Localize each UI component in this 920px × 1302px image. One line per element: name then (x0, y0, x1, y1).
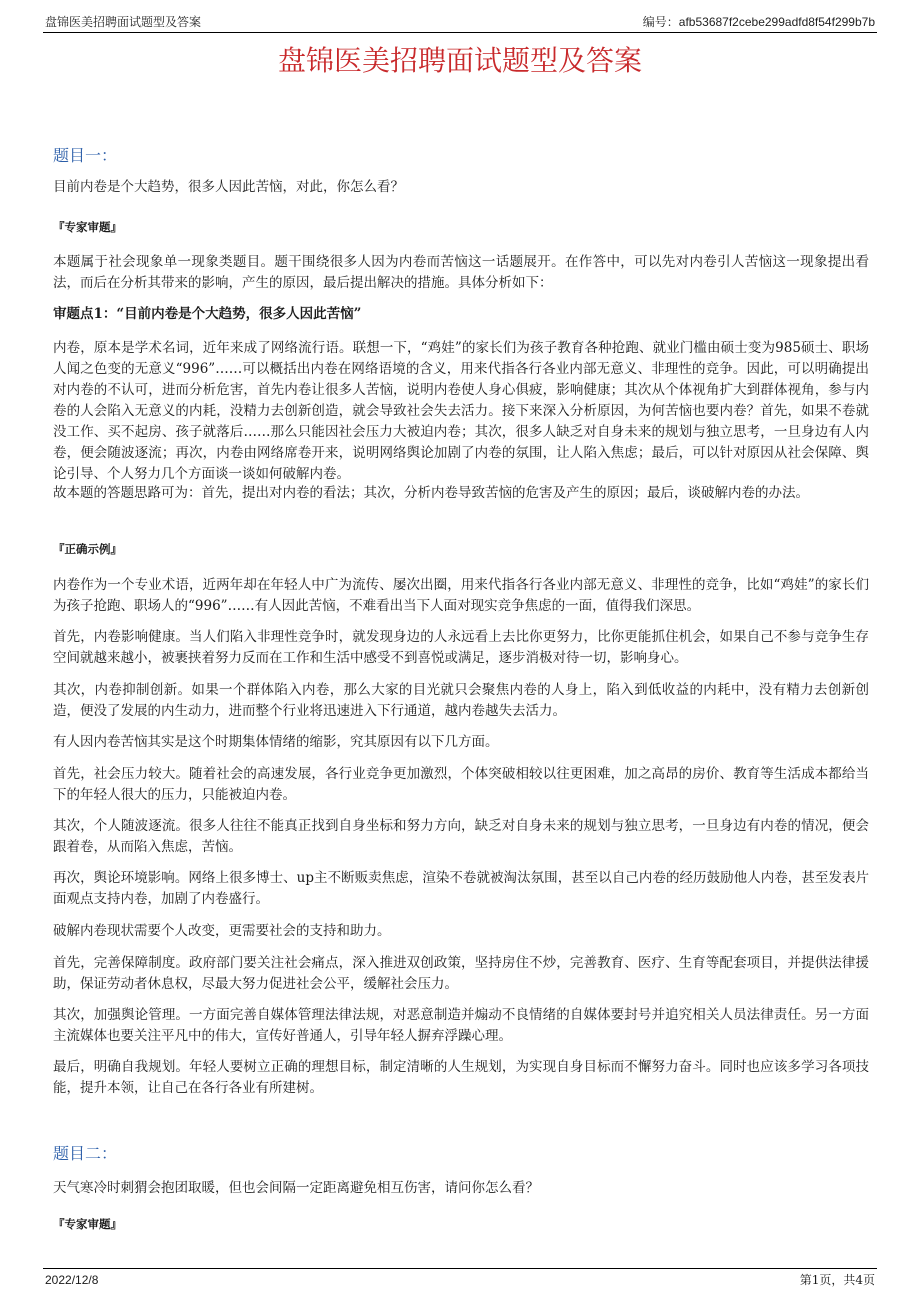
question-2-heading: 题目二： (53, 1144, 118, 1163)
question-1-text: 目前内卷是个大趋势，很多人因此苦恼，对此，你怎么看？ (53, 179, 404, 195)
header-code-label: 编号： (642, 15, 679, 29)
header-code-value: afb53687f2cebe299adfd8f54f299b7b (678, 15, 875, 29)
answer-approach-paragraph: 故本题的答题思路可为：首先，提出对内卷的看法；其次，分析内卷导致苦恼的危害及产生的原因；最后，谈破解内卷的办法。 (53, 485, 809, 501)
expert-review-label: 『专家审题』 (53, 1217, 122, 1231)
answer-paragraph: 首先，完善保障制度。政府部门要关注社会痛点，深入推进双创政策，坚持房住不炒，完善教育、医疗、生育等配套项目，并提供法律援助，保证劳动者休息权，尽最大努力促进社会公平，缓解社会压力。 (53, 955, 869, 992)
question-1-heading: 题目一： (53, 146, 118, 165)
header-doc-code (643, 12, 875, 32)
answer-paragraph: 首先，内卷影响健康。当人们陷入非理性竞争时，就发现身边的人永远看上去比你更努力，比你更能抓住机会，如果自己不参与竞争生存空间就越来越小，被裹挟着努力反而在工作和生活中感受不到喜悦或满足，逐步消极对待一切，影响身心。 (53, 629, 869, 666)
answer-paragraph: 再次，舆论环境影响。网络上很多博士、up主不断贩卖焦虑，渲染不卷就被淘汰氛围，甚至以自己内卷的经历鼓励他人内卷，甚至发表片面观点支持内卷，加剧了内卷盛行。 (53, 870, 869, 907)
answer-paragraph: 最后，明确自我规划。年轻人要树立正确的理想目标，制定清晰的人生规划，为实现自身目标而不懈努力奋斗。同时也应该多学习各项技能，提升本领，让自己在各行各业有所建树。 (53, 1059, 869, 1096)
correct-example-label: 『正确示例』 (53, 542, 122, 556)
review-point-1: 审题点1：“目前内卷是个大趋势，很多人因此苦恼” (53, 306, 362, 322)
review-intro-paragraph: 本题属于社会现象单一现象类题目。题干围绕很多人因为内卷而苦恼这一话题展开。在作答中，可以先对内卷引人苦恼这一现象提出看法，而后在分析其带来的影响，产生的原因，最后提出解决的措施。具体分析如下： (53, 254, 869, 291)
answer-paragraph: 有人因内卷苦恼其实是这个时期集体情绪的缩影，究其原因有以下几方面。 (53, 734, 499, 750)
answer-paragraph: 内卷作为一个专业术语，近两年却在年轻人中广为流传、屡次出圈，用来代指各行各业内部无意义、非理性的竞争，比如“鸡娃”的家长们为孩子抢跑、职场人的“996”……有人因此苦恼，不难看出当下人面对现实竞争焦虑的一面，值得我们深思。 (53, 577, 869, 614)
answer-paragraph: 其次，个人随波逐流。很多人往往不能真正找到自身坐标和努力方向，缺乏对自身未来的规划与独立思考，一旦身边有内卷的情况，便会跟着卷，从而陷入焦虑，苦恼。 (53, 818, 869, 855)
answer-paragraph: 首先，社会压力较大。随着社会的高速发展，各行业竞争更加激烈，个体突破相较以往更困难，加之高昂的房价、教育等生活成本都给当下的年轻人很大的压力，只能被迫内卷。 (53, 766, 869, 803)
answer-paragraph: 破解内卷现状需要个人改变，更需要社会的支持和助力。 (53, 923, 391, 939)
answer-paragraph: 其次，加强舆论管理。一方面完善自媒体管理法律法规，对恶意制造并煽动不良情绪的自媒体要封号并追究相关人员法律责任。另一方面主流媒体也要关注平凡中的伟大，宣传好普通人，引导年轻人摒弃浮躁心理。 (53, 1007, 869, 1044)
review-analysis-paragraph: 内卷，原本是学术名词，近年来成了网络流行语。联想一下，“鸡娃”的家长们为孩子教育各种抢跑、就业门槛由硕士变为985硕士、职场人闻之色变的无意义“996”……可以概括出内卷在网络语境的含义，用来代指各行各业内部无意义、非理性的竞争。因此，可以明确提出对内卷的不认可，进而分析危害，首先内卷让很多人苦恼，说明内卷使人身心俱疲，影响健康；其次从个体视角扩大到群体视角，参与内卷的人会陷入无意义的内耗，没精力去创新创造，就会导致社会失去活力。接下来深入分析原因，为何苦恼也要内卷？首先，如果不卷就没工作、买不起房、孩子就落后……那么只能因社会压力大被迫内卷；其次，很多人缺乏对自身未来的规划与独立思考，一旦身边有人内卷，便会随波逐流；再次，内卷由网络席卷开来，说明网络舆论加剧了内卷的氛围，让人陷入焦虑；最后，可以针对原因从社会保障、舆论引导、个人努力几个方面谈一谈如何破解内卷。 (53, 340, 869, 482)
page-footer (43, 1268, 877, 1289)
header-doc-name: 盘锦医美招聘面试题型及答案 (45, 15, 202, 29)
page-header (43, 12, 877, 33)
footer-date: 2022/12/8 (45, 1273, 99, 1287)
document-title: 盘锦医美招聘面试题型及答案 (277, 44, 642, 77)
expert-review-label: 『专家审题』 (53, 220, 122, 234)
answer-paragraph: 其次，内卷抑制创新。如果一个群体陷入内卷，那么大家的目光就只会聚焦内卷的人身上，陷入到低收益的内耗中，没有精力去创新创造，便没了发展的内生动力，进而整个行业将迅速进入下行通道，越内卷越失去活力。 (53, 682, 869, 719)
question-2-text: 天气寒冷时刺猬会抱团取暖，但也会间隔一定距离避免相互伤害，请问你怎么看？ (53, 1180, 539, 1196)
footer-page-number: 第1页，共4页 (799, 1273, 875, 1287)
